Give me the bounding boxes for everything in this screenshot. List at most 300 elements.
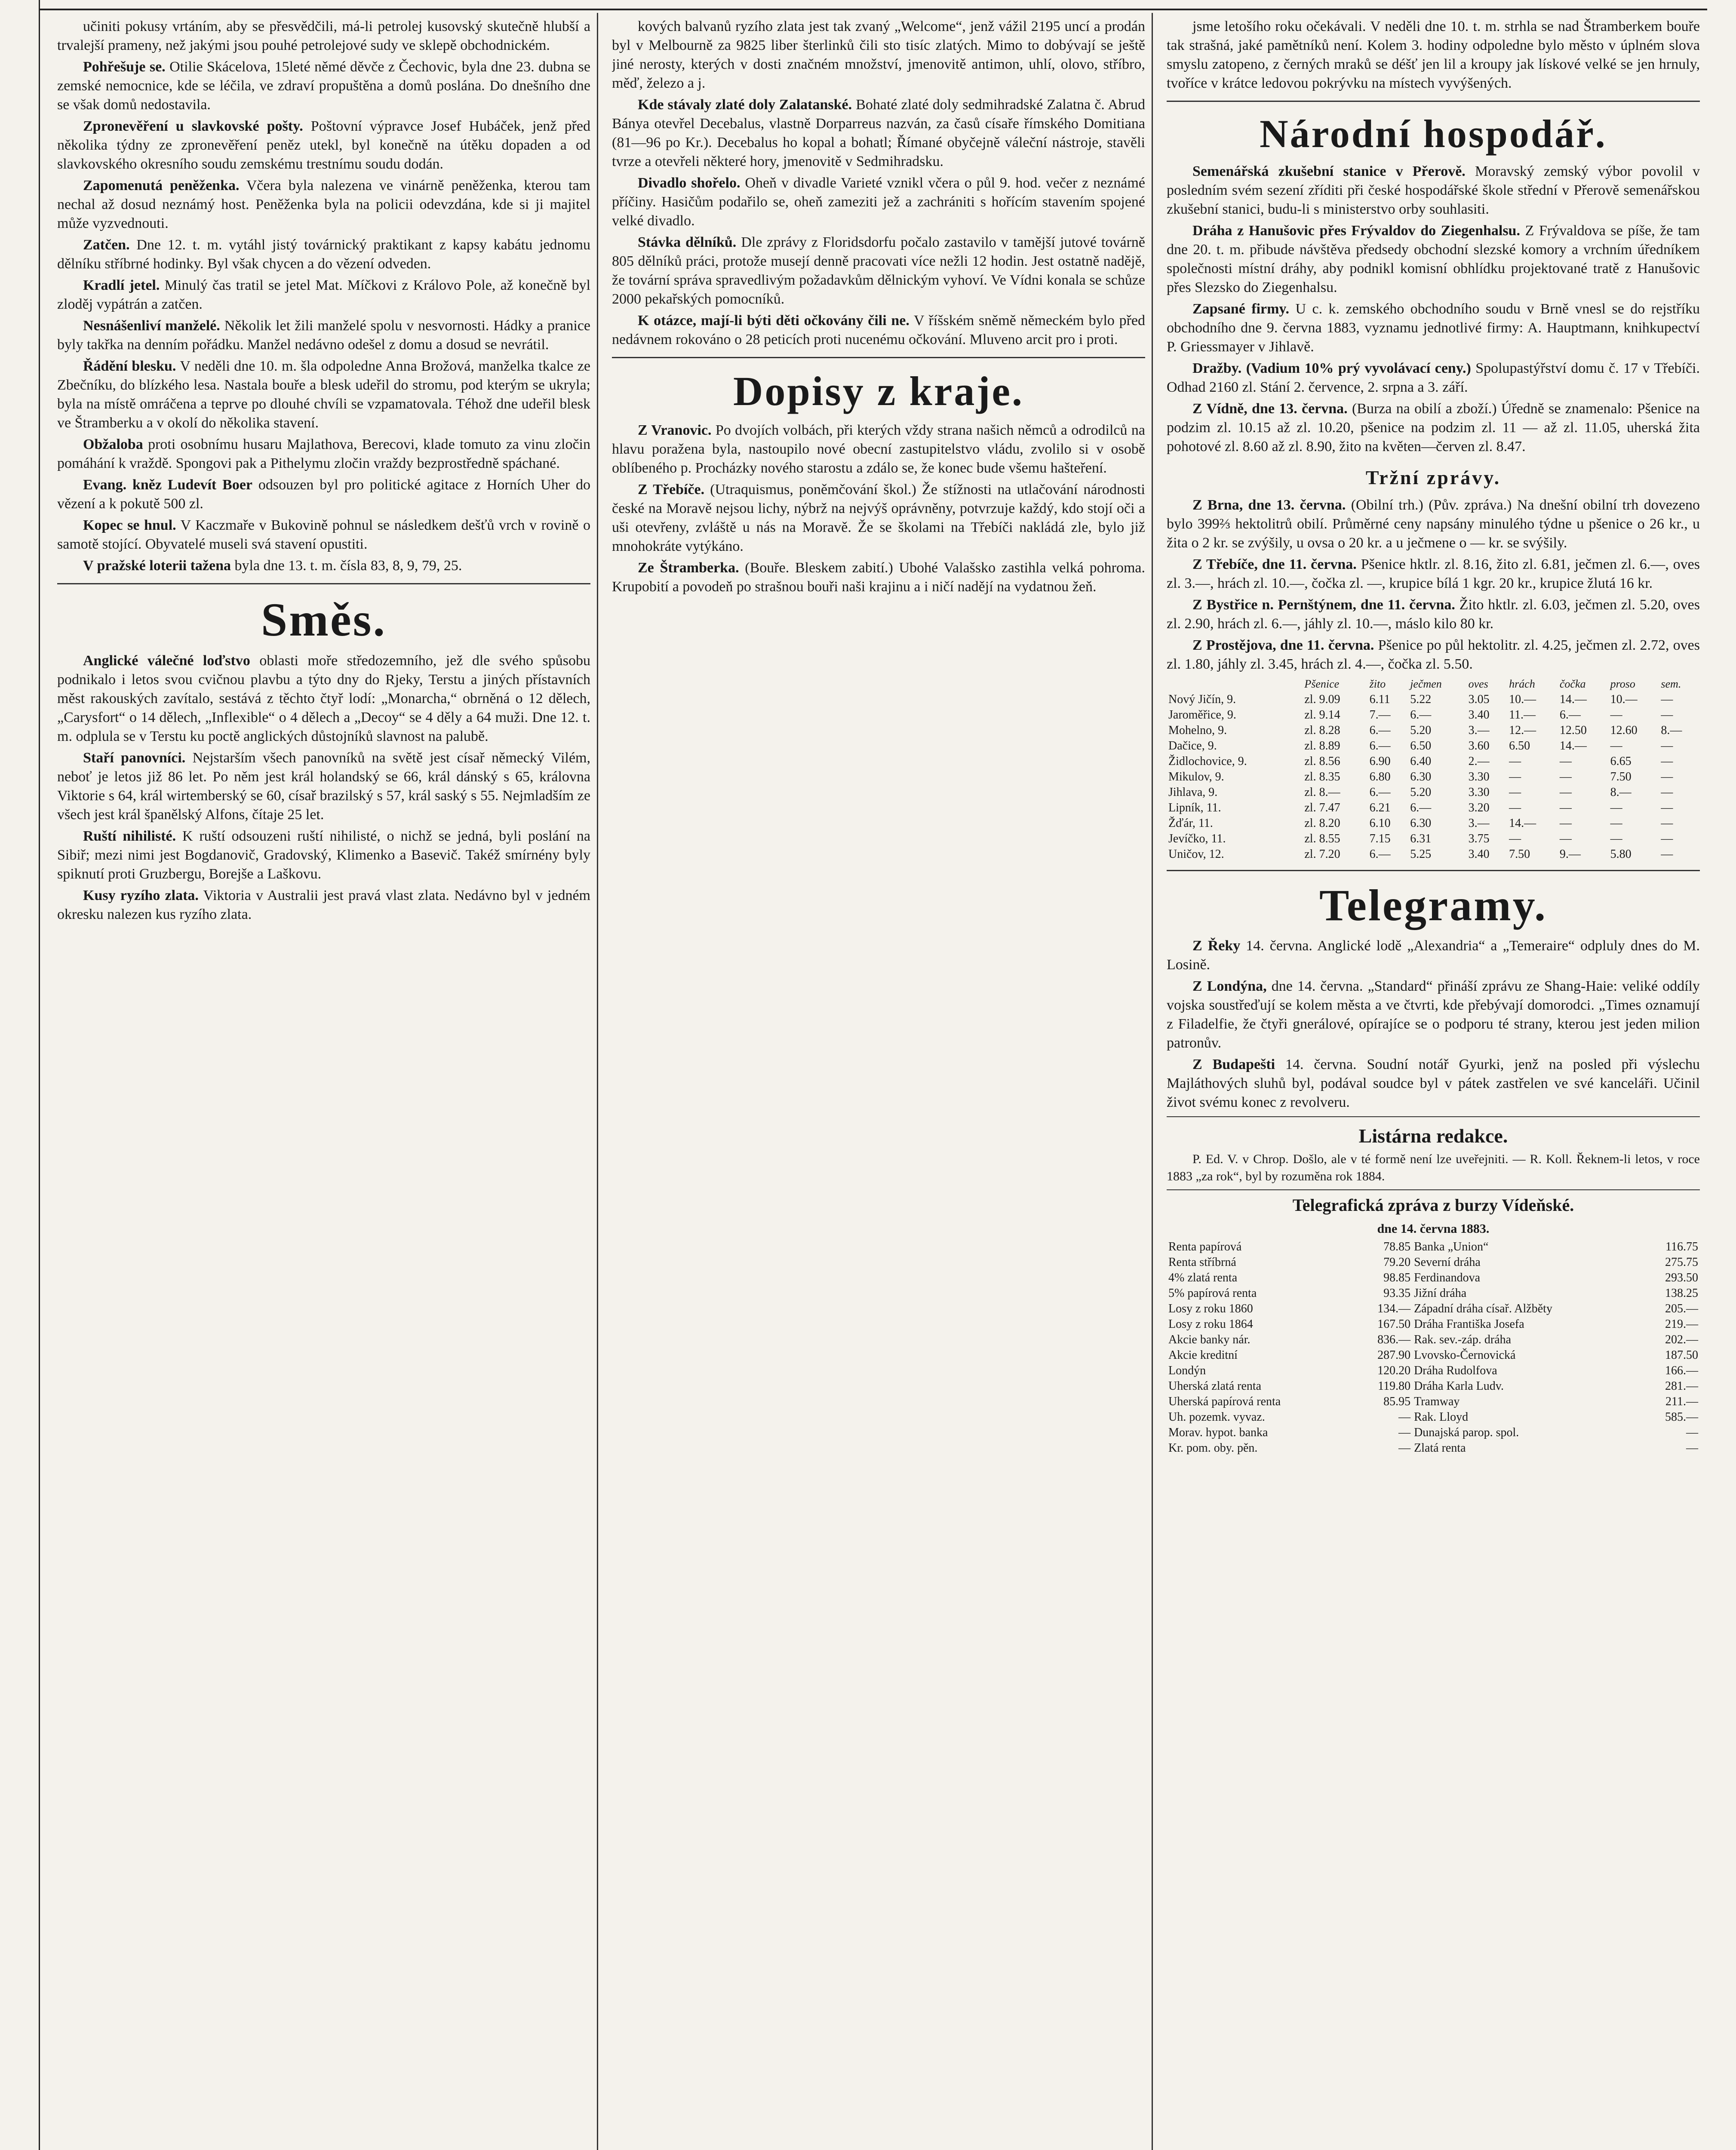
section-title-smes: Směs. <box>261 593 387 646</box>
table-cell: 10.— <box>1509 693 1536 706</box>
table-cell: Žďár, 11. <box>1168 817 1213 830</box>
article <box>1167 300 1700 356</box>
section-title-trzni: Tržní zprávy. <box>1365 467 1501 488</box>
article-text: (Utraquismus, poněmčování škol.) Že stížnosti na utlačování národnosti české na Moravě nejsou lichy, nýbrž na nejvýš oprávněny, potvrzuje každý, kdo stojí oči a uši otevřeny, zvláště u nás na Moravě. Že se školami na Třebíči nakládá zle, bylo již mnohokráte vytýkáno. <box>612 482 1145 554</box>
section-title-telegraficka: Telegrafická zpráva z burzy Vídeňské. <box>1292 1195 1574 1215</box>
table-cell: 3.— <box>1468 817 1490 830</box>
article-heading: Z Třebíče. <box>638 482 705 498</box>
table-cell: — <box>1509 832 1521 845</box>
table-cell: 6.11 <box>1369 693 1390 706</box>
section-divider <box>1167 101 1700 102</box>
table-cell: 7.— <box>1369 708 1391 722</box>
table-cell: Mikulov, 9. <box>1168 770 1224 783</box>
table-cell: 6.— <box>1369 724 1391 737</box>
table-cell: — <box>1559 770 1572 783</box>
table-cell: — <box>1610 708 1622 722</box>
article <box>612 311 1145 349</box>
table-cell: zl. 7.47 <box>1304 801 1340 814</box>
table-cell: 5% papírová renta <box>1168 1287 1257 1300</box>
section-divider <box>612 357 1145 358</box>
section-title-telegramy: Telegramy. <box>1319 881 1548 930</box>
table-cell: — <box>1610 817 1622 830</box>
table-cell: — <box>1661 848 1673 861</box>
article <box>1167 399 1700 456</box>
article-text: Moravský zemský výbor povolil v posledním svém sezení zříditi při české hospodářské škole střední v Přerově semenářskou zkušební stanici, budu-li s ministerstvo orby souhlasiti. <box>1167 163 1700 217</box>
table-row <box>1167 1363 1700 1379</box>
table-cell: 5.80 <box>1610 848 1632 861</box>
table-cell: zl. 8.28 <box>1304 724 1340 737</box>
table-cell: 6.— <box>1410 801 1432 814</box>
table-cell: 9.— <box>1559 848 1581 861</box>
article <box>57 236 590 273</box>
article <box>57 176 590 233</box>
article-text: Bohaté zlaté doly sedmihradské Zalatna č. Abrud Bánya otevřel Decebalus, vlastně Dorparreus nazván, za časů císaře římského Domitiana (81—96 po Kr.). Decebalus ho kopal a bohatl; Římané obyčejně váleční nástroje, stavěli tvrze a otevřeli některé hory, jmenovitě v Sedmihradsku. <box>612 97 1145 169</box>
table-row <box>1167 707 1700 723</box>
article-text: Včera byla nalezena ve vinárně peněženka, kterou tam nechal až dosud neznámý host. Peněženka byla na policii odevzdána, kde si ji majitel může vyzvednouti. <box>57 178 590 231</box>
article-heading: Kde stávaly zlaté doly Zalatanské. <box>638 97 852 113</box>
table-cell: — <box>1661 801 1673 814</box>
table-cell: — <box>1661 739 1673 752</box>
table-cell: Mohelno, 9. <box>1168 724 1227 737</box>
table-cell: Rak. sev.-záp. dráha <box>1414 1333 1512 1346</box>
section-divider <box>1167 870 1700 871</box>
table-cell: 3.40 <box>1468 708 1490 722</box>
article-text: oblasti moře středozemního, jež dle svého spůsobu podnikalo i letos svou cvičnou plavbu a týto dny do Rjeky, Terstu a jiných přístavních měst rakouských zavítalo, sestává z těchto čtyř lodí: „Monarcha,“ obrněná o 12 dělech, „Carysfort“ o 14 dělech, „Inflexible“ o 4 dělech a „Decoy“ se 4 děly a 64 muži. Dne 12. t. m. odplula se v Terstu ku poctě anglických důstojníků slavnost na palubě. <box>57 653 590 744</box>
table-cell: 205.— <box>1665 1302 1698 1315</box>
article-heading: Staří panovníci. <box>83 750 186 766</box>
table-cell: Jevíčko, 11. <box>1168 832 1226 845</box>
article-heading: Z Bystřice n. Pernštýnem, dne 11. června. <box>1192 597 1455 613</box>
table-cell: Londýn <box>1168 1364 1206 1377</box>
grain-price-table <box>1167 676 1700 862</box>
table-cell: 3.75 <box>1468 832 1490 845</box>
article <box>1167 221 1700 297</box>
table-cell: Losy z roku 1864 <box>1168 1318 1253 1331</box>
table-cell: 219.— <box>1665 1318 1698 1331</box>
article-heading: Pohřešuje se. <box>83 59 166 75</box>
table-cell: — <box>1559 801 1572 814</box>
table-cell: 6.31 <box>1410 832 1432 845</box>
article-heading: Dražby. (Vadium 10% prý vyvolávací ceny.) <box>1192 360 1471 376</box>
table-cell: 6.50 <box>1509 739 1530 752</box>
table-cell: 166.— <box>1665 1364 1698 1377</box>
article-heading: Zatčen. <box>83 237 130 253</box>
article <box>612 233 1145 309</box>
column-3 <box>1167 17 1700 2150</box>
table-row <box>1167 1239 1700 1255</box>
table-cell: 585.— <box>1665 1410 1698 1424</box>
article <box>1167 977 1700 1053</box>
table-cell: Kr. pom. oby. pěn. <box>1168 1441 1258 1455</box>
article-text: Oheň v divadle Varieté vznikl včera o půl 9. hod. večer z neznámé příčiny. Hasičům podařilo se, oheň zameziti jež a zachrániti s hořícím stavením spojené velké divadlo. <box>612 175 1145 229</box>
table-cell: 6.— <box>1410 708 1432 722</box>
article-heading: Z Brna, dne 13. června. <box>1192 497 1346 513</box>
article-heading: Kopec se hnul. <box>83 517 176 533</box>
table-row <box>1167 1440 1700 1456</box>
newspaper-page <box>39 0 1707 2150</box>
table-cell: — <box>1398 1426 1411 1439</box>
table-cell: Lipník, 11. <box>1168 801 1221 814</box>
table-cell: Zlatá renta <box>1414 1441 1466 1455</box>
table-cell: — <box>1559 786 1572 799</box>
table-row <box>1167 847 1700 862</box>
table-row <box>1167 1255 1700 1270</box>
grain-column-header: oves <box>1468 678 1488 690</box>
article <box>612 174 1145 230</box>
table-cell: 93.35 <box>1383 1287 1411 1300</box>
table-row <box>1167 816 1700 831</box>
table-row <box>1167 1317 1700 1332</box>
table-cell: Dunajská parop. spol. <box>1414 1426 1519 1439</box>
article-text: V Kaczmaře v Bukovině pohnul se následkem dešťů vrch v rovině o samotě stojící. Obyvatelé museli svá stavení opustiti. <box>57 517 590 552</box>
table-cell: Uherská zlatá renta <box>1168 1379 1262 1393</box>
table-row <box>1167 831 1700 847</box>
article-heading: Ruští nihilisté. <box>83 828 176 844</box>
article-text: jsme letošího roku očekávali. V neděli dne 10. t. m. strhla se nad Štramberkem bouře tak strašná, jaké pamětníků není. Kolem 3. hodiny odpoledne bylo město v úplném slova smyslu zatopeno, z černých mraků se déšť jen lil a kroupy jak lískové velké se jen hrnuly, tvoříce v krátce ledovou pokrývku na místech vyvýšených. <box>1167 18 1700 91</box>
table-cell: 6.50 <box>1410 739 1432 752</box>
article <box>1167 937 1700 974</box>
article-text: Poštovní výpravce Josef Hubáček, jenž před několika týdny ze zpronevěření peněz utekl, byl konečně na útěku dopaden a od slavkovského okresního soudu zemskému trestnímu soudu dodán. <box>57 118 590 172</box>
article <box>1167 636 1700 674</box>
article-text: Pšenice hktlr. zl. 8.16, žito zl. 6.81, ječmen zl. 6.—, oves zl. 3.—, hrách zl. 10.—, čočka zl. —, krupice bílá 1 kgr. 20 kr., krupice žlutá 16 kr. <box>1167 556 1700 591</box>
table-cell: zl. 8.55 <box>1304 832 1340 845</box>
column-rule-1 <box>597 13 598 2150</box>
table-cell: 6.21 <box>1369 801 1391 814</box>
article <box>57 886 590 924</box>
table-cell: Uh. pozemk. vyvaz. <box>1168 1410 1265 1424</box>
article <box>57 749 590 824</box>
article <box>57 556 590 575</box>
grain-column-header: hrách <box>1509 678 1535 690</box>
table-cell: 3.— <box>1468 724 1490 737</box>
article-text: Pšenice po půl hektolitr. zl. 4.25, ječmen zl. 2.72, oves zl. 1.80, jáhly zl. 3.45, hrách zl. 4.—, čočka zl. 5.50. <box>1167 637 1700 672</box>
table-cell: Židlochovice, 9. <box>1168 755 1247 768</box>
table-row <box>1167 754 1700 769</box>
table-cell: 6.— <box>1559 708 1581 722</box>
table-cell: Uherská papírová renta <box>1168 1395 1281 1408</box>
article-heading: Anglické válečné loďstvo <box>83 653 250 669</box>
table-cell: 293.50 <box>1665 1271 1698 1284</box>
table-cell: — <box>1559 755 1572 768</box>
table-cell: 14.— <box>1509 817 1536 830</box>
article <box>57 516 590 554</box>
table-cell: — <box>1610 832 1622 845</box>
table-cell: Banka „Union“ <box>1414 1240 1489 1253</box>
section-divider <box>57 583 590 584</box>
table-row <box>1167 785 1700 800</box>
table-cell: 134.— <box>1377 1302 1411 1315</box>
article <box>1167 1055 1700 1112</box>
table-cell: 78.85 <box>1383 1240 1411 1253</box>
article-text: kových balvanů ryzího zlata jest tak zvaný „Welcome“, jenž vážil 2195 uncí a prodán byl v Melbourně za 9825 liber šterlinků čili sto tisíc zlatých. Mimo to dobývají se ještě jiné nerosty, kterých v dosti značném množství, jmenovitě antimon, uhlí, olovo, stříbro, měď, železo a j. <box>612 18 1145 91</box>
stock-table-body <box>1167 1239 1700 1456</box>
table-cell: Rak. Lloyd <box>1414 1410 1469 1424</box>
table-cell: Renta stříbrná <box>1168 1256 1236 1269</box>
table-cell: — <box>1661 786 1673 799</box>
table-row <box>1167 692 1700 707</box>
table-cell: 7.15 <box>1369 832 1391 845</box>
table-cell: Západní dráha císař. Alžběty <box>1414 1302 1552 1315</box>
table-cell: Lvovsko-Černovická <box>1414 1348 1516 1362</box>
table-cell: 4% zlatá renta <box>1168 1271 1238 1284</box>
table-cell: Nový Jičín, 9. <box>1168 693 1236 706</box>
article-text: U c. k. zemského obchodního soudu v Brně vnesl se do rejstříku obchodního dne 9. června 1883, vyznamu jednotlivé firmy: A. Hauptmann, knihkupectví P. Griessmayer v Jihlavě. <box>1167 301 1700 355</box>
grain-column-header: žito <box>1369 678 1386 690</box>
table-cell: 12.60 <box>1610 724 1638 737</box>
section-title-listarna: Listárna redakce. <box>1358 1125 1508 1147</box>
article-heading: Kradlí jetel. <box>83 277 160 293</box>
table-row <box>1167 1379 1700 1394</box>
grain-column-header <box>1167 676 1303 692</box>
table-cell: — <box>1509 786 1521 799</box>
table-cell: 281.— <box>1665 1379 1698 1393</box>
grain-column-header: proso <box>1610 678 1635 690</box>
table-row <box>1167 738 1700 754</box>
table-cell: 79.20 <box>1383 1256 1411 1269</box>
table-row <box>1167 1348 1700 1363</box>
table-cell: — <box>1610 801 1622 814</box>
table-cell: Morav. hypot. banka <box>1168 1426 1268 1439</box>
table-cell: — <box>1559 817 1572 830</box>
article-heading: Zpronevěření u slavkovské pošty. <box>83 118 303 134</box>
table-cell: 12.50 <box>1559 724 1587 737</box>
grain-column-header: čočka <box>1559 678 1586 690</box>
table-row <box>1167 1425 1700 1440</box>
table-row <box>1167 1301 1700 1317</box>
table-cell: — <box>1509 801 1521 814</box>
table-cell: Dráha Františka Josefa <box>1414 1318 1524 1331</box>
table-row <box>1167 769 1700 785</box>
table-cell: — <box>1661 817 1673 830</box>
section-divider <box>1167 1116 1700 1117</box>
article-heading: Zapsané firmy. <box>1192 301 1290 317</box>
table-cell: 7.50 <box>1610 770 1632 783</box>
table-cell: zl. 7.20 <box>1304 848 1340 861</box>
table-cell: 119.80 <box>1378 1379 1411 1393</box>
table-cell: 6.40 <box>1410 755 1432 768</box>
table-cell: 138.25 <box>1665 1287 1698 1300</box>
article-heading: Z Řeky <box>1192 938 1241 954</box>
article <box>1167 496 1700 553</box>
table-cell: — <box>1686 1426 1698 1439</box>
table-cell: Dačice, 9. <box>1168 739 1217 752</box>
table-cell: — <box>1509 755 1521 768</box>
table-cell: 116.75 <box>1665 1240 1698 1253</box>
table-cell: 14.— <box>1559 693 1587 706</box>
top-rule <box>40 9 1707 10</box>
table-cell: zl. 9.09 <box>1304 693 1340 706</box>
article <box>1167 162 1700 219</box>
article-heading: Kusy ryzího zlata. <box>83 888 199 903</box>
article-text: Po dvojích volbách, při kterých vždy strana našich němců a odrodilců na hlavu poražena byla, nastoupilo nové obecní zastupitelstvo vládu, zvolilo si v osobě oblíbeného p. Procházky nového starostu a zdálo se, že konec bude všemu hašteření. <box>612 422 1145 476</box>
article-text: Dle zprávy z Floridsdorfu počalo zastavilo v tamější jutové továrně 805 dělníků práci, protože musejí denně pracovati více nežli 12 hodin. Jest ostatně nadějě, že tovární správa spravedlivým požadavkům dělnickým vyhoví. Ve Vídni konala se schůze 2000 pekařských pomocníků. <box>612 234 1145 307</box>
table-cell: — <box>1398 1410 1411 1424</box>
table-cell: — <box>1661 770 1673 783</box>
article-heading: Z Vídně, dne 13. června. <box>1192 401 1348 417</box>
table-cell: Jihlava, 9. <box>1168 786 1218 799</box>
table-row <box>1167 1394 1700 1410</box>
table-cell: 3.60 <box>1468 739 1490 752</box>
table-cell: 187.50 <box>1665 1348 1698 1362</box>
grain-table-header <box>1167 676 1700 692</box>
table-cell: — <box>1610 739 1622 752</box>
table-row <box>1167 800 1700 816</box>
article-heading: Z Vranovic. <box>638 422 712 438</box>
table-cell: 3.30 <box>1468 786 1490 799</box>
article-heading: Z Londýna, <box>1192 978 1267 994</box>
table-cell: Akcie kreditní <box>1168 1348 1238 1362</box>
table-cell: 287.90 <box>1377 1348 1411 1362</box>
table-cell: 6.30 <box>1410 817 1432 830</box>
table-cell: 6.80 <box>1369 770 1391 783</box>
table-cell: Jižní dráha <box>1414 1287 1467 1300</box>
article <box>57 357 590 433</box>
article <box>1167 555 1700 593</box>
article-heading: Ze Štramberka. <box>638 560 739 576</box>
table-cell: Ferdinandova <box>1414 1271 1481 1284</box>
table-cell: 14.— <box>1559 739 1587 752</box>
article-text: učiniti pokusy vrtáním, aby se přesvědčili, má-li petrolej kusovský skutečně hlubší a trvalejší prameny, než jakými jsou pouhé petrolejové sudy ve sklepě obchodnickém. <box>57 18 590 53</box>
article-heading: Stávka dělníků. <box>638 234 737 250</box>
grain-table-body <box>1167 692 1700 862</box>
table-cell: Akcie banky nár. <box>1168 1333 1251 1346</box>
article-text: Dne 12. t. m. vytáhl jistý továrnický praktikant z kapsy kabátu jednomu dělníku stříbrné hodinky. Byl však chycen a do vězení odveden. <box>57 237 590 272</box>
table-cell: 3.05 <box>1468 693 1490 706</box>
article-text: proti osobnímu husaru Majlathova, Berecovi, klade tomuto za vinu zločin pomáhání k vraždě. Spongovi pak a Pithelymu zločin vraždy bezprostředně spáchané. <box>57 436 590 471</box>
article-text: dne 14. června. „Standard“ přináší zprávu ze Shang-Haie: veliké oddíly vojska soustřeďují se kolem města a ve čtvrti, kde přebývají domorodci. „Times oznamují z Filadelfie, že čtyři gnerálové, opírajíce se o podporu té strany, kterou jest jeden milion patronův. <box>1167 978 1700 1051</box>
article-text: Minulý čas tratil se jetel Mat. Míčkovi z Královo Pole, až konečně byl zloděj vypátrán a zatčen. <box>57 277 590 312</box>
table-cell: zl. 8.20 <box>1304 817 1340 830</box>
table-cell: 6.— <box>1369 848 1391 861</box>
article-heading: Semenářská zkušební stanice v Přerově. <box>1192 163 1466 179</box>
table-cell: 12.— <box>1509 724 1536 737</box>
article <box>57 117 590 174</box>
table-cell: — <box>1661 755 1673 768</box>
table-cell: 211.— <box>1665 1395 1698 1408</box>
table-cell: zl. 9.14 <box>1304 708 1340 722</box>
table-cell: 3.40 <box>1468 848 1490 861</box>
table-cell: 2.— <box>1468 755 1490 768</box>
table-cell: Losy z roku 1860 <box>1168 1302 1253 1315</box>
table-cell: — <box>1661 693 1673 706</box>
table-cell: 275.75 <box>1665 1256 1698 1269</box>
table-row <box>1167 1286 1700 1301</box>
table-cell: — <box>1559 832 1572 845</box>
table-cell: 5.20 <box>1410 724 1432 737</box>
article-text: (Obilní trh.) (Pův. zpráva.) Na dnešní obilní trh dovezeno bylo 399⅔ hektolitrů obilí. Průměrné ceny napsány minulého týdne u pšenice o 26 kr., u žita o 2 kr. se zvýšily, u ovsa o 20 kr. a u ječmene o — kr. se svýšily. <box>1167 497 1700 551</box>
table-cell: Renta papírová <box>1168 1240 1242 1253</box>
table-cell: 836.— <box>1377 1333 1411 1346</box>
article-text: Otilie Skácelova, 15leté němé děvče z Čechovic, byla dne 23. dubna se zemské nemocnice, kde se léčila, ve zdraví propuštěna a domů poslána. Do dnešního dne se však domů nedostavila. <box>57 59 590 113</box>
article-text: P. Ed. V. v Chrop. Došlo, ale v té formě není lze uveřejniti. — R. Koll. Řeknem-li letos, v roce 1883 „za rok“, byl by rozuměna rok 1884. <box>1167 1152 1700 1183</box>
table-cell: Severní dráha <box>1414 1256 1481 1269</box>
article-text: 14. června. Anglické lodě „Alexandria“ a „Temeraire“ odpluly dnes do M. Losině. <box>1167 938 1700 973</box>
column-2 <box>612 17 1145 2150</box>
article <box>612 559 1145 596</box>
table-cell: 6.30 <box>1410 770 1432 783</box>
article-text: (Bouře. Bleskem zabití.) Ubohé Valašsko zastihla velká pohroma. Krupobití a povodeň po strašnou bouři naši krajinu a i ničí nadějí na vydatnou žeň. <box>612 560 1145 595</box>
article-heading: Divadlo shořelo. <box>638 175 740 191</box>
article <box>57 58 590 114</box>
article <box>57 435 590 473</box>
article-text: Několik let žili manželé spolu v nesvornosti. Hádky a pranice byly takřka na denním pořádku. Manžel nedávno odešel z domu a dosud se nevrátil. <box>57 318 590 353</box>
section-divider <box>1167 1189 1700 1190</box>
table-cell: — <box>1661 708 1673 722</box>
grain-column-header: sem. <box>1661 678 1681 690</box>
table-cell: Jaroměřice, 9. <box>1168 708 1236 722</box>
table-cell: 3.30 <box>1468 770 1490 783</box>
table-cell: Dráha Karla Ludv. <box>1414 1379 1504 1393</box>
article <box>612 421 1145 478</box>
table-cell: 3.20 <box>1468 801 1490 814</box>
table-cell: zl. 8.56 <box>1304 755 1340 768</box>
table-cell: 11.— <box>1509 708 1536 722</box>
article-heading: K otázce, mají-li býti děti očkovány čili ne. <box>638 313 909 329</box>
table-cell: 120.20 <box>1377 1364 1411 1377</box>
article-heading: Z Prostějova, dne 11. června. <box>1192 637 1374 653</box>
article-text: odsouzen byl pro politické agitace z Horních Uher do vězení a k pokutě 500 zl. <box>57 477 590 512</box>
article-text: Nejstarším všech panovníků na světě jest císař německý Vilém, neboť je letos již 86 let. Po něm jest král holandský se 66, král dánský s 65, královna Viktorie s 64, král wirtemberský se 60, císař brazilský s 57, král saský s 55. Nejmladším ze všech jest král španělský Alfons, čítaje 25 let. <box>57 750 590 823</box>
table-cell: 10.— <box>1610 693 1638 706</box>
table-cell: 6.10 <box>1369 817 1391 830</box>
table-cell: 8.— <box>1610 786 1632 799</box>
table-cell: zl. 8.— <box>1304 786 1340 799</box>
telegraf-subtitle: dne 14. června 1883. <box>1377 1222 1490 1236</box>
article-heading: Z Třebíče, dne 11. června. <box>1192 556 1357 572</box>
article <box>612 480 1145 556</box>
table-cell: 85.95 <box>1383 1395 1411 1408</box>
article-text: Z Frývaldova se píše, že tam dne 20. t. m. přibude návštěva předsedy obchodní slezské komory a vrchním úředníkem společnosti místní dráhy, aby podnikl komisní obhlídku projektované tratě z Hanušovic přes Slezsko do Ziegenhalsu. <box>1167 223 1700 295</box>
article <box>57 276 590 314</box>
table-row <box>1167 1270 1700 1286</box>
article-text: (Burza na obilí a zboží.) Úředně se znamenalo: Pšenice na podzim zl. 10.15 až zl. 10.20, pšenice na podzim zl. 11 — až zl. 11.05, uherská žita pohotové zl. 8.60 až zl. 8.90, žito na květen—červen zl. 8.47. <box>1167 401 1700 455</box>
article-text: V říšském sněmě německém bylo před nedávnem rokováno o 28 peticích proti nucenému očkování. Mluveno arcit pro i proti. <box>612 313 1145 347</box>
article <box>1167 359 1700 397</box>
table-cell: — <box>1661 832 1673 845</box>
table-cell: 5.25 <box>1410 848 1432 861</box>
table-cell: Tramway <box>1414 1395 1460 1408</box>
table-row <box>1167 1410 1700 1425</box>
table-cell: — <box>1509 770 1521 783</box>
column-1 <box>57 17 590 2150</box>
article <box>1167 596 1700 633</box>
table-cell: — <box>1398 1441 1411 1455</box>
table-cell: 5.20 <box>1410 786 1432 799</box>
article-heading: Z Budapešti <box>1192 1057 1275 1072</box>
table-cell: 6.— <box>1369 786 1391 799</box>
article-heading: Řádění blesku. <box>83 358 176 374</box>
table-cell: 6.— <box>1369 739 1391 752</box>
section-title-dopisy: Dopisy z kraje. <box>733 368 1024 414</box>
article-heading: V pražské loterii tažena <box>83 558 231 574</box>
table-cell: 5.22 <box>1410 693 1432 706</box>
column-rule-2 <box>1152 13 1153 2150</box>
table-cell: Uničov, 12. <box>1168 848 1224 861</box>
article <box>57 827 590 884</box>
table-cell: 167.50 <box>1377 1318 1411 1331</box>
article <box>57 651 590 746</box>
article <box>57 316 590 354</box>
article-heading: Zapomenutá peněženka. <box>83 178 240 194</box>
grain-column-header: Pšenice <box>1304 678 1340 690</box>
table-cell: zl. 8.35 <box>1304 770 1340 783</box>
article-heading: Dráha z Hanušovic přes Frývaldov do Ziegenhalsu. <box>1192 223 1520 239</box>
table-row <box>1167 723 1700 738</box>
table-cell: 6.90 <box>1369 755 1391 768</box>
table-cell: Dráha Rudolfova <box>1414 1364 1497 1377</box>
article-heading: Evang. kněz Ludevít Boer <box>83 477 253 493</box>
table-cell: 8.— <box>1661 724 1682 737</box>
